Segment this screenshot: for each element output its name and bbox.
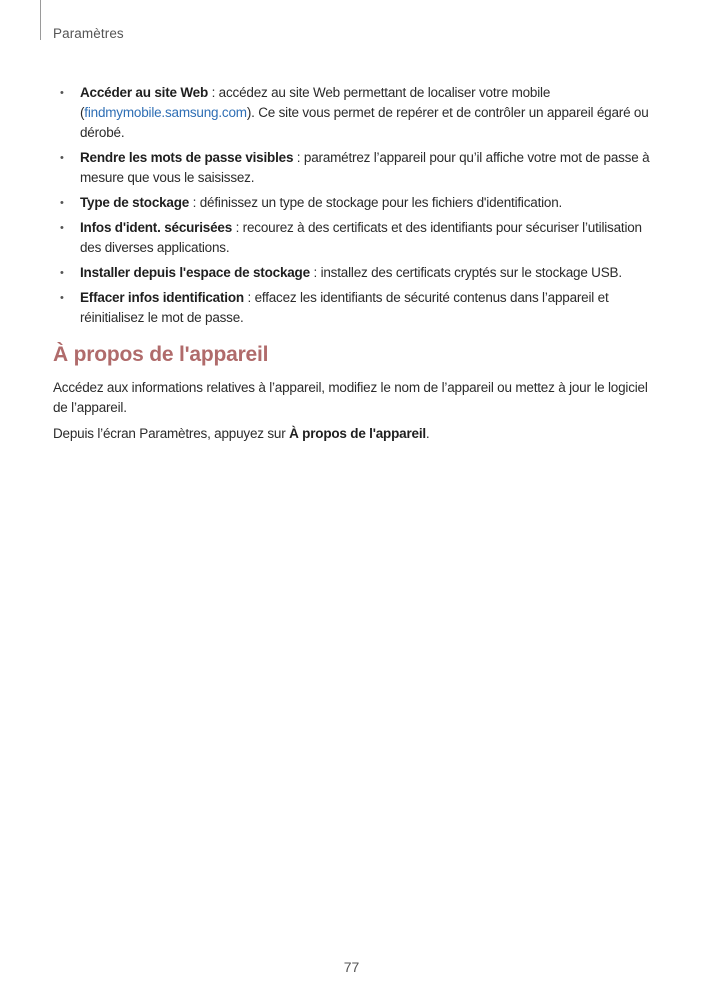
bullet-icon: • [60, 267, 64, 279]
bullet-icon: • [60, 87, 64, 99]
list-item [54, 83, 654, 143]
page-number: 77 [343, 959, 360, 975]
list-item [54, 263, 654, 283]
bullet-term: Installer depuis l'espace de stockage [80, 265, 310, 280]
bullet-icon: • [60, 292, 64, 304]
list-item [54, 218, 654, 258]
bullet-text: : définissez un type de stockage pour les fichiers d'identification. [189, 195, 563, 210]
list-item [54, 288, 654, 328]
bullet-text: ). Ce site vous permet de repérer et de contrôler un appareil égaré ou dérobé. [80, 105, 649, 140]
bullet-term: Type de stockage [80, 195, 190, 210]
section-instruction [53, 424, 653, 444]
instruction-suffix: . [425, 426, 430, 441]
header-title: Paramètres [53, 26, 124, 41]
bullet-term: Rendre les mots de passe visibles [80, 150, 294, 165]
list-item [54, 193, 654, 213]
bullet-term: Effacer infos identification [80, 290, 244, 305]
bullet-text: : installez des certificats cryptés sur le stockage USB. [309, 265, 622, 280]
instruction-bold: À propos de l'appareil [289, 426, 426, 441]
instruction-prefix: Depuis l’écran Paramètres, appuyez sur [53, 426, 290, 441]
list-item [54, 148, 654, 188]
bullet-term: Accéder au site Web [80, 85, 209, 100]
settings-bullet-list [54, 83, 654, 333]
bullet-text: : effacez les identifiants de sécurité contenus dans l’appareil et réinitialisez le mot de passe. [80, 290, 609, 325]
bullet-term: Infos d'ident. sécurisées [80, 220, 233, 235]
bullet-text: : recourez à des certificats et des identifiants pour sécuriser l’utilisation des diverses applications. [80, 220, 642, 255]
findmymobile-link[interactable]: findmymobile.samsung.com [84, 105, 247, 120]
bullet-text: : paramétrez l’appareil pour qu’il affiche votre mot de passe à mesure que vous le saisissez. [80, 150, 650, 185]
header-divider [40, 0, 41, 40]
section-intro: Accédez aux informations relatives à l’appareil, modifiez le nom de l’appareil ou mettez à jour le logiciel de l’appareil. [53, 380, 648, 415]
section-title: À propos de l'appareil [53, 343, 269, 366]
bullet-icon: • [60, 152, 64, 164]
bullet-icon: • [60, 197, 64, 209]
bullet-text: : accédez au site Web permettant de localiser votre mobile ( [80, 85, 551, 120]
bullet-icon: • [60, 222, 64, 234]
